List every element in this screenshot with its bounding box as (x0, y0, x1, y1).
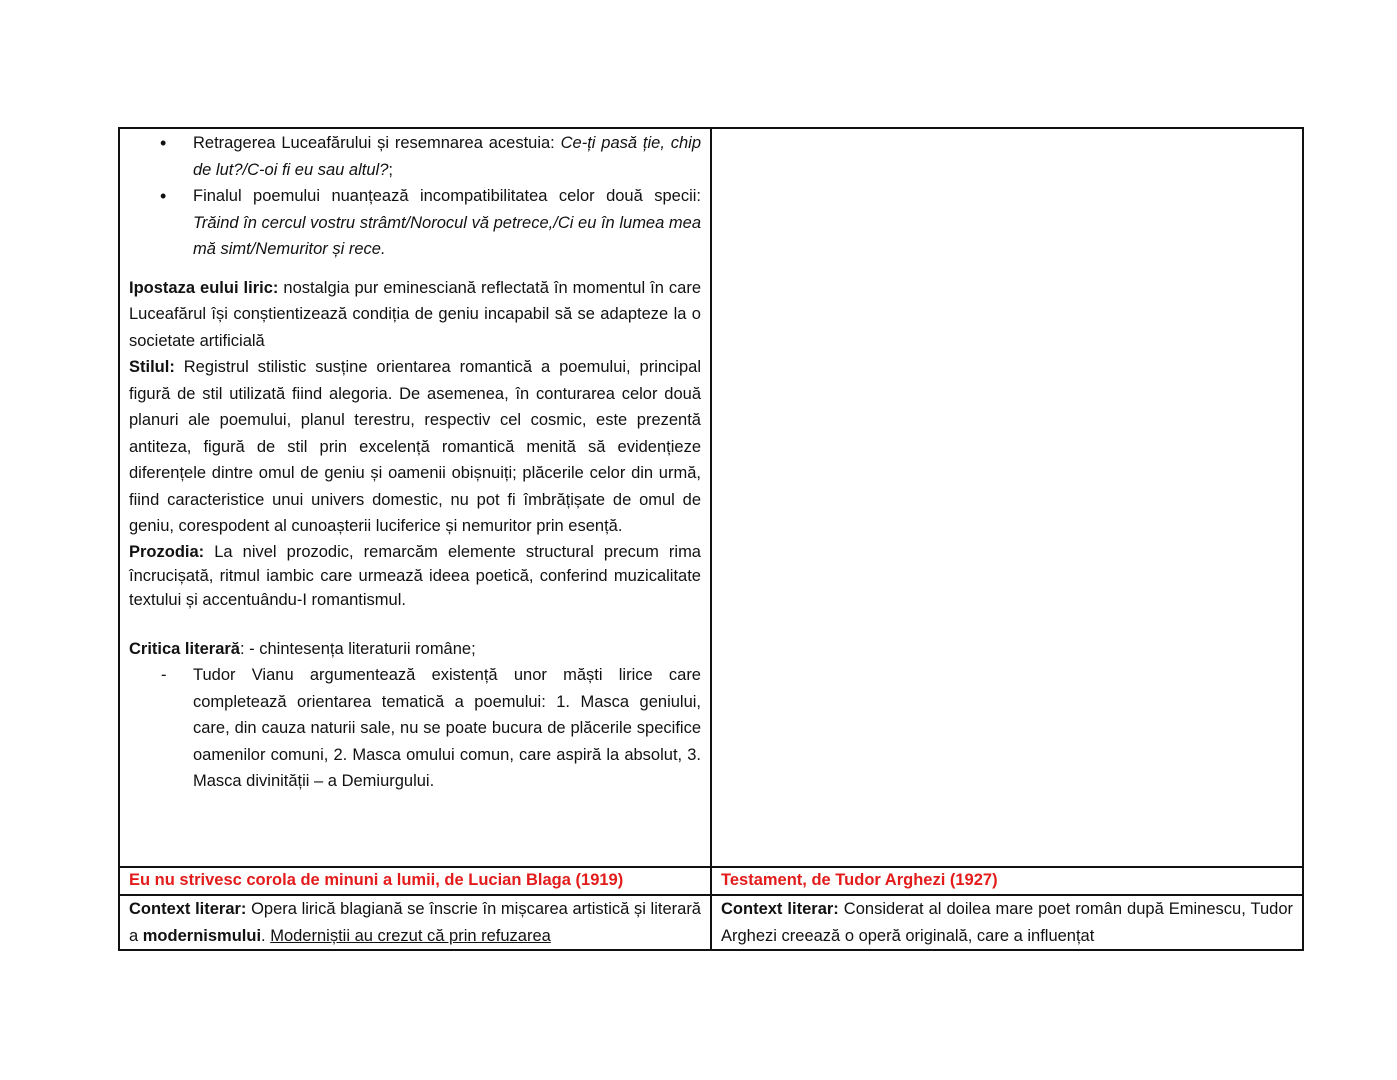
document-table (118, 127, 1304, 951)
list-item: - Tudor Vianu argumentează existență unor măști lirice care completează orientarea tematică a poemului: 1. Masca geniului, care, din cauza naturii sale, nu se poate bucura de plăcerile specifice oamenilor comuni, 2. Masca omului comun, care aspiră la absolut, 3. Masca divinității – a Demiurgului. (193, 662, 701, 795)
table-row (119, 895, 1303, 950)
paragraph-ipostaza: Ipostaza eului liric: nostalgia pur eminesciană reflectată în momentul în care Luceafărul își conștientizează condiția de geniu incapabil să se adapteze la o societate artificială (129, 278, 701, 350)
table-row (119, 128, 1303, 867)
paragraph-stilul: Stilul: Registrul stilistic susține orientarea romantică a poemului, principal figură de stil utilizată fiind alegoria. De asemenea, în conturarea celor două planuri ale poemului, planul terestru, respectiv cel cosmic, este prezentă antiteza, figură de stil prin excelență romantică menită să evidențieze diferențele dintre omul de geniu și oamenii obișnuiți; plăcerile celor din urmă, fiind caracteristice unui univers domestic, nu pot fi îmbrățișate de omul de geniu, corespodent al cunoașterii luciferice și nemuritor prin esență. (129, 358, 701, 535)
title-blaga: Eu nu strivesc corola de minuni a lumii, de Lucian Blaga (1919) (119, 867, 711, 895)
cell-luceafarul-analysis (119, 128, 711, 867)
dash-list (129, 662, 701, 795)
cell-context-arghezi: Context literar: Considerat al doilea mare poet român după Eminescu, Tudor Arghezi creează o operă originală, care a influențat (711, 895, 1303, 950)
spacer (129, 612, 701, 636)
table-row (119, 867, 1303, 895)
paragraph-critica: Critica literară: - chintesența literaturii române; (129, 639, 476, 658)
list-item: • Retragerea Luceafărului și resemnarea acestuia: Ce-ți pasă ție, chip de lut?/C-oi fi eu sau altul?; (193, 130, 701, 183)
paragraph-prozodia: Prozodia: La nivel prozodic, remarcăm elemente structural precum rima încrucișată, ritmul iambic care urmează ideea poetică, conferind muzicalitate textului și accentuându-I romantismul. (129, 542, 701, 609)
bullet-list (129, 130, 701, 263)
cell-empty (711, 128, 1303, 867)
cell-context-blaga: Context literar: Opera lirică blagiană se înscrie în mișcarea artistică și literară a modernismului. Moderniștii au crezut că prin refuzarea (119, 895, 711, 950)
list-item: • Finalul poemului nuanțează incompatibilitatea celor două specii: Trăind în cercul vostru strâmt/Norocul vă petrece,/Ci eu în lumea mea mă simt/Nemuritor și rece. (193, 183, 701, 263)
title-arghezi: Testament, de Tudor Arghezi (1927) (711, 867, 1303, 895)
